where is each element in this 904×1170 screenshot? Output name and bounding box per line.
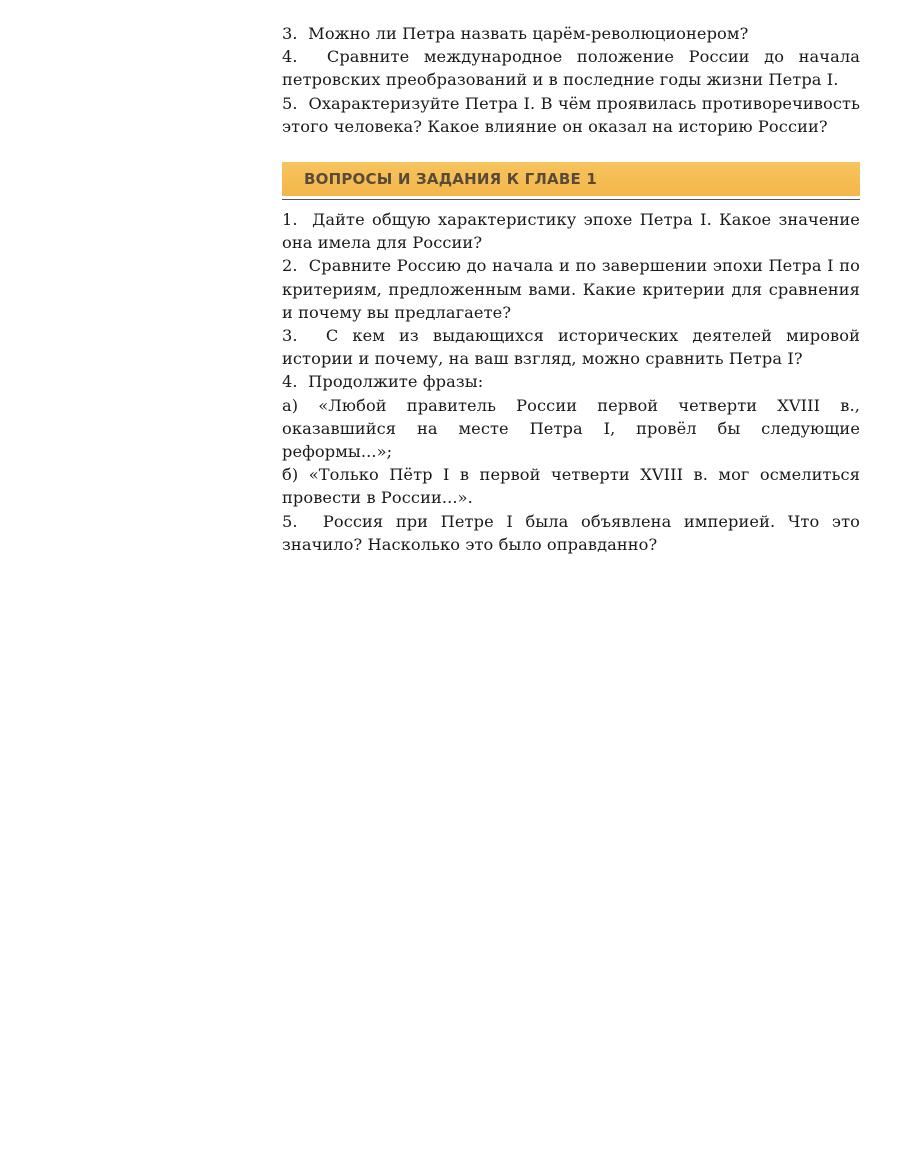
question-item <box>282 510 860 556</box>
question-text: С кем из выдающихся исторических деятелей мировой истории и почему, на ваш взгляд, можно сравнить Петра I? <box>282 326 860 369</box>
question-item <box>282 254 860 324</box>
question-item <box>282 92 860 138</box>
question-text: «Только Пётр I в первой четверти XVIII в. мог осмелиться провести в России...». <box>282 465 861 508</box>
section-divider <box>282 199 860 200</box>
question-number: 2. <box>282 256 298 276</box>
question-number: 3. <box>282 24 298 43</box>
question-text: Можно ли Петра назвать царём-революционером? <box>308 24 749 43</box>
subitem-letter: а) <box>282 395 299 415</box>
section-header <box>282 162 860 196</box>
page-column <box>282 22 860 556</box>
question-number: 1. <box>282 210 298 230</box>
question-text: Сравните Россию до начала и по завершении эпохи Петра I по критериям, предложенным вами. Какие критерии для сравнения и почему вы предлагаете? <box>282 256 860 322</box>
question-text: Продолжите фразы: <box>308 372 484 392</box>
question-text: Россия при Петре I была объявлена империей. Что это значило? Насколько это было оправданно? <box>282 511 860 554</box>
section-title: ВОПРОСЫ И ЗАДАНИЯ К ГЛАВЕ 1 <box>304 170 597 189</box>
question-number: 3. <box>282 326 298 346</box>
question-number: 4. <box>282 372 298 392</box>
top-questions <box>282 22 860 138</box>
question-item <box>282 22 860 45</box>
question-text: Дайте общую характеристику эпохе Петра I. Какое значение она имела для России? <box>282 210 860 253</box>
question-text: «Любой правитель России первой четверти XVIII в., оказавшийся на месте Петра I, провёл бы следующие реформы...»; <box>282 395 860 462</box>
chapter-questions <box>282 208 860 556</box>
question-item <box>282 45 860 91</box>
question-subitem <box>282 463 860 509</box>
question-item <box>282 324 860 370</box>
question-number: 4. <box>282 47 298 67</box>
question-subitem <box>282 394 860 464</box>
question-text: Сравните международное положение России до начала петровских преобразований и в последние годы жизни Петра I. <box>282 47 860 90</box>
question-number: 5. <box>282 511 298 531</box>
question-item <box>282 370 860 393</box>
question-text: Охарактеризуйте Петра I. В чём проявилась противоречивость этого человека? Какое влияние он оказал на историю России? <box>282 93 860 136</box>
question-item <box>282 208 860 254</box>
subitem-letter: б) <box>282 465 299 485</box>
question-number: 5. <box>282 93 298 113</box>
